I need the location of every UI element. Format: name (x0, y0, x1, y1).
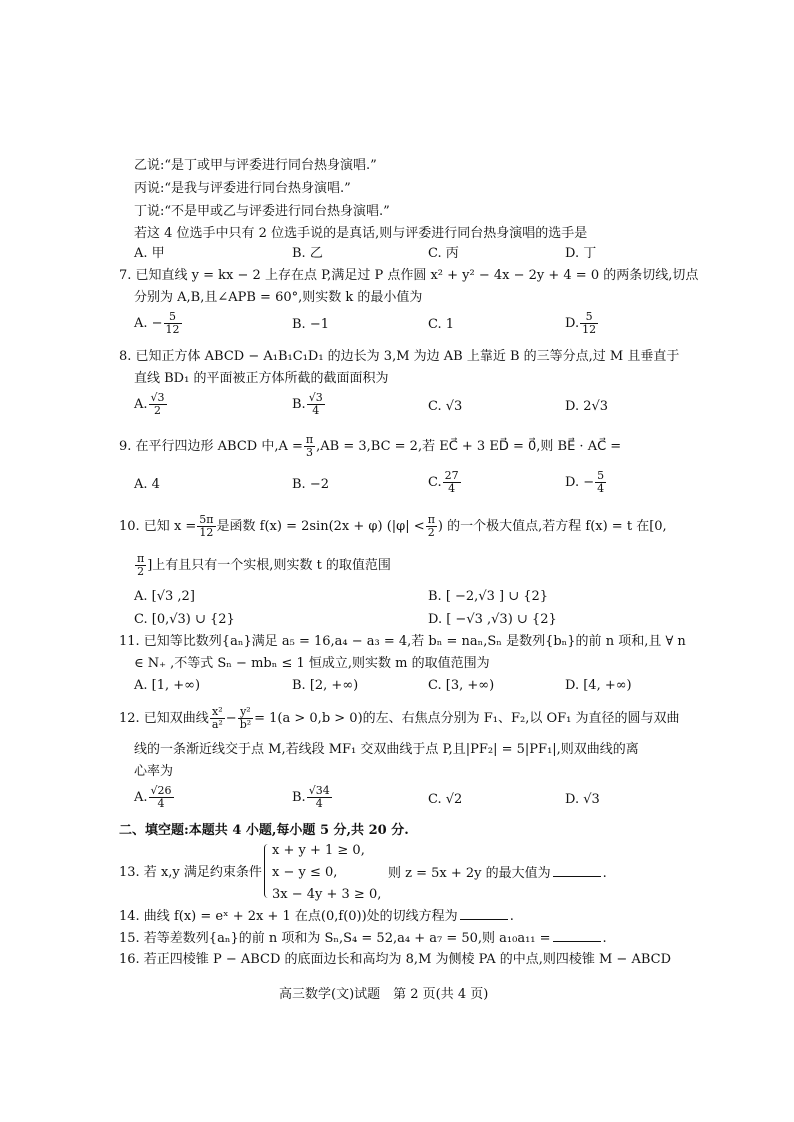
problem11-line1: 11. 已知等比数列{aₙ}满足 a₅ = 16,a₄ − a₃ = 4,若 bₙ = naₙ,Sₙ 是数列{bₙ}的前 n 项和,且 ∀ n (119, 634, 686, 649)
problem13-question: 则 z = 5x + 2y 的最大值为 . (388, 866, 607, 881)
problem7-option-d: D. $\frac{5}{12}$ (565, 310, 597, 336)
problem12-line2: 线的一条渐近线交于点 M,若线段 MF₁ 交双曲线于点 P,且|PF₂| = 5|PF₁|,则双曲线的离 (134, 742, 639, 757)
problem6-statement-bing: 丙说:“是我与评委进行同台热身演唱.” (134, 181, 351, 196)
problem11-option-c: C. [3, +∞) (428, 678, 495, 693)
problem7-option-c: C. 1 (428, 317, 455, 332)
problem8-line2: 直线 BD₁ 的平面被正方体所截的截面面积为 (134, 371, 389, 386)
problem8-option-c: C. √3 (428, 399, 463, 414)
problem11-option-a: A. [1, +∞) (134, 678, 201, 693)
problem6-option-d: D. 丁 (565, 246, 597, 261)
problem16: 16. 若正四棱锥 P − ABCD 的底面边长和高均为 8,M 为侧棱 PA 的中点,则四棱锥 M − ABCD (119, 952, 671, 967)
problem11-option-b: B. [2, +∞) (292, 678, 359, 693)
problem15: 15. 若等差数列{aₙ}的前 n 项和为 Sₙ,S₄ = 52,a₄ + a₇ = 50,则 a₁₀a₁₁ = . (119, 931, 607, 946)
problem9-option-b: B. −2 (292, 477, 329, 492)
page-footer: 高三数学(文)试题 第 2 页(共 4 页) (279, 987, 489, 1002)
constraint-brace (264, 844, 271, 898)
problem11-option-d: D. [4, +∞) (565, 678, 632, 693)
problem6-statement-yi: 乙说:“是丁或甲与评委进行同台热身演唱.” (134, 158, 377, 173)
problem12-line1: 12. 已知双曲线 $\frac{\text{x²}}{\text{a²}}$ − $\frac{\text{y²}}{\text{b²}}$ = 1(a > 0,b > 0)的左、右焦点分别为 F₁、F₂,以 OF₁ 为直径的圆与双曲 (119, 705, 680, 731)
problem13-constraint-1: x + y + 1 ≥ 0, (272, 843, 365, 858)
problem12-option-b: B. $\frac{√34}{4}$ (292, 784, 330, 810)
problem7-line1: 7. 已知直线 y = kx − 2 上存在点 P,满足过 P 点作圆 x² + y² − 4x − 2y + 4 = 0 的两条切线,切点 (119, 268, 699, 283)
problem10-option-c: C. [0,√3) ∪ {2} (134, 612, 235, 627)
answer-blank (553, 864, 601, 877)
problem9-option-a: A. 4 (134, 477, 160, 492)
problem6-option-c: C. 丙 (428, 246, 459, 261)
problem8-option-d: D. 2√3 (565, 399, 609, 414)
problem8-option-b: B. $\frac{√3}{4}$ (292, 391, 323, 417)
answer-blank (553, 929, 601, 942)
problem6-option-b: B. 乙 (292, 246, 323, 261)
problem8-line1: 8. 已知正方体 ABCD − A₁B₁C₁D₁ 的边长为 3,M 为边 AB 上靠近 B 的三等分点,过 M 且垂直于 (119, 349, 680, 364)
answer-blank (460, 907, 508, 920)
section2-title: 二、填空题:本题共 4 小题,每小题 5 分,共 20 分. (119, 823, 409, 838)
problem11-line2: ∈ N₊ ,不等式 Sₙ − mbₙ ≤ 1 恒成立,则实数 m 的取值范围为 (134, 656, 490, 671)
problem12-option-a: A. $\frac{√26}{4}$ (134, 784, 172, 810)
problem12-line3: 心率为 (134, 764, 174, 779)
problem10-line1: 10. 已知 x = $\frac{5\pi}{12}$ 是函数 f(x) = 2sin(2x + φ) (|φ| < $\frac{\pi}{2}$ ) 的一个极大值点,若方程 f(x) = t 在[0, (119, 513, 667, 539)
problem10-line2: $\frac{\pi}{2}$ ]上有且只有一个实根,则实数 t 的取值范围 (137, 552, 391, 578)
problem13-constraint-2: x − y ≤ 0, (272, 865, 338, 880)
problem10-option-b: B. [ −2,√3 ] ∪ {2} (428, 589, 549, 604)
problem13-constraint-3: 3x − 4y + 3 ≥ 0, (272, 887, 382, 902)
problem9-line1: 9. 在平行四边形 ABCD 中,A = $\frac{\pi}{3}$ ,AB = 3,BC = 2,若 EC⃗ + 3 ED⃗ = 0⃗,则 BE⃗ · AC⃗ = (119, 433, 622, 459)
problem9-option-d: D. − $\frac{5}{4}$ (565, 469, 605, 495)
problem9-option-c: C. $\frac{27}{4}$ (428, 469, 459, 495)
problem10-option-d: D. [ −√3 ,√3) ∪ {2} (428, 612, 557, 627)
problem14: 14. 曲线 f(x) = eˣ + 2x + 1 在点(0,f(0))处的切线方程为 . (119, 909, 514, 924)
problem7-option-b: B. −1 (292, 317, 329, 332)
problem6-statement-ding: 丁说:“不是甲或乙与评委进行同台热身演唱.” (134, 204, 390, 219)
problem7-line2: 分别为 A,B,且∠APB = 60°,则实数 k 的最小值为 (134, 290, 423, 305)
problem13-pre: 13. 若 x,y 满足约束条件 (119, 865, 262, 880)
problem12-option-c: C. √2 (428, 792, 463, 807)
problem12-option-d: D. √3 (565, 792, 600, 807)
problem10-option-a: A. [√3 ,2] (134, 589, 195, 604)
problem6-question: 若这 4 位选手中只有 2 位选手说的是真话,则与评委进行同台热身演唱的选手是 (134, 226, 588, 241)
problem6-option-a: A. 甲 (134, 246, 165, 261)
problem8-option-a: A. $\frac{√3}{2}$ (134, 391, 165, 417)
problem7-option-a: A. − $\frac{5}{12}$ (134, 310, 180, 336)
